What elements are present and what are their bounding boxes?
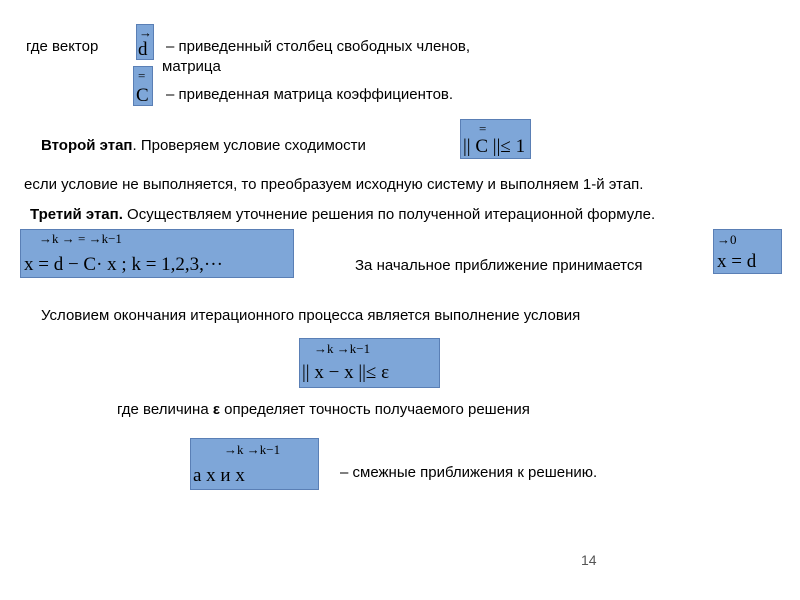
matrix-c-formula: = C — [133, 66, 153, 106]
condition-text: если условие не выполняется, то преобразуем исходную систему и выполняем 1-й этап. — [24, 176, 644, 193]
initial-approximation-text: За начальное приближение принимается — [355, 257, 643, 274]
matrix-text: матрица — [162, 58, 221, 75]
adjacent-text: – смежные приближения к решению. — [340, 464, 598, 481]
free-members-text: – приведенный столбец свободных членов, — [166, 38, 471, 55]
stage3-text: Третий этап. Осуществляем уточнение решения по полученной итерационной формуле. — [30, 206, 656, 223]
termination-formula: →k →k−1 || x − x ||≤ ε — [299, 338, 440, 388]
page-number: 14 — [581, 552, 597, 568]
norm-condition-formula: = || C ||≤ 1 — [460, 119, 531, 159]
termination-text: Условием окончания итерационного процесса является выполнение условия — [41, 307, 581, 324]
intro-text: где вектор — [26, 38, 99, 55]
stage3-label: Третий этап. — [30, 206, 123, 223]
iteration-formula: →k → = →k−1 x = d − C· x ; k = 1,2,3,··· — [20, 229, 294, 278]
coefficient-matrix-text: – приведенная матрица коэффициентов. — [166, 86, 454, 103]
epsilon-symbol: ε — [212, 401, 220, 418]
epsilon-text: где величина ε определяет точность получаемого решения — [117, 401, 530, 418]
vector-d-formula: → d — [138, 25, 152, 60]
adjacent-approximations-formula: →k →k−1 а x и x — [190, 438, 319, 490]
stage2-label: Второй этап — [41, 137, 133, 154]
stage2-text: Второй этап. Проверяем условие сходимости — [41, 137, 366, 154]
initial-approximation-formula: →0 x = d — [713, 229, 782, 274]
